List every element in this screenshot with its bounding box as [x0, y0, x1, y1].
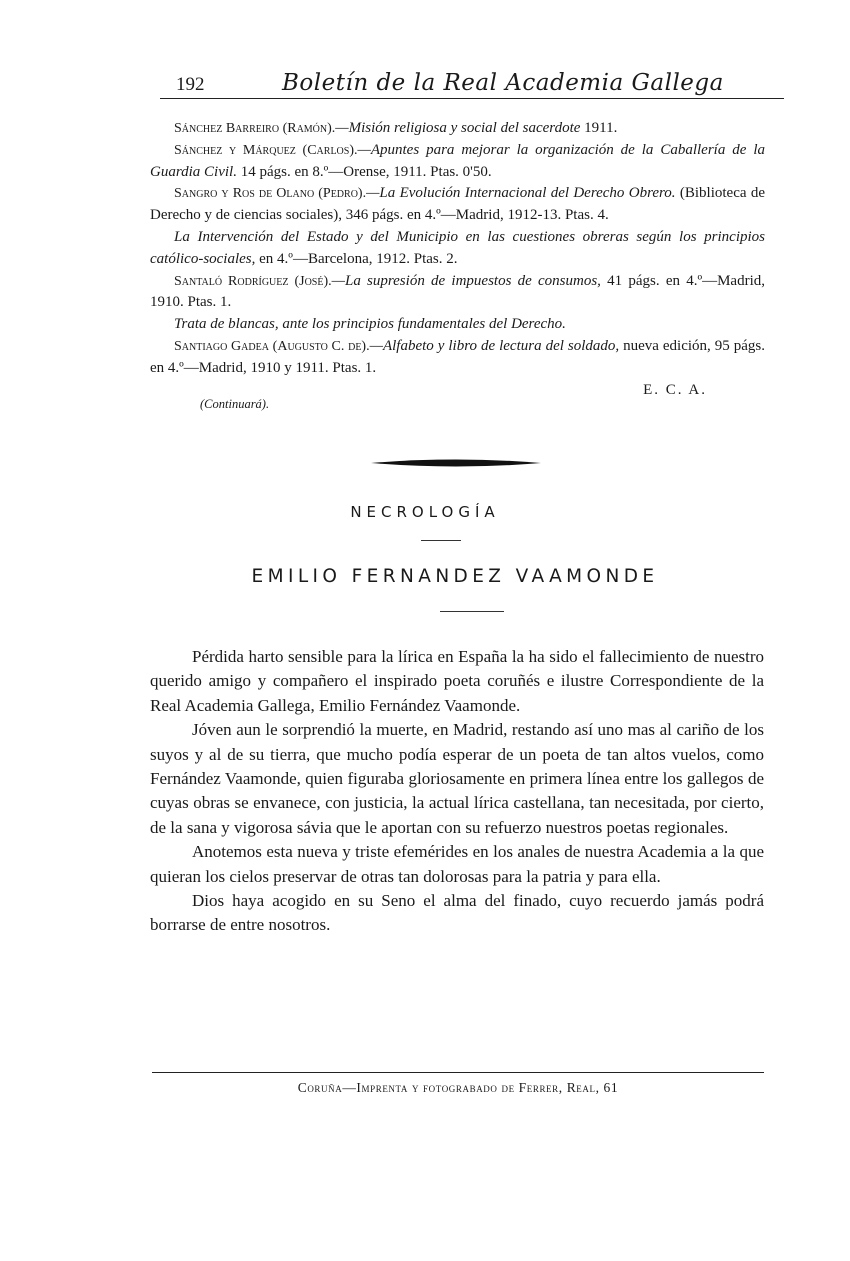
entry-title: —Alfabeto y libro de lectura del soldado, [369, 337, 620, 354]
name-rule [440, 611, 504, 612]
entry-author: Sánchez Barreiro (Ramón). [174, 121, 336, 136]
footer-rule [152, 1072, 764, 1073]
page-number: 192 [176, 74, 205, 95]
bibliography-entry [150, 271, 765, 315]
entry-title: —Misión religiosa y social del sacerdote [335, 120, 581, 136]
entry-title: —La Evolución Internacional del Derecho Obrero. [366, 185, 676, 202]
entry-details: 14 págs. en 8.º—Orense, 1911. Ptas. 0'50. [236, 163, 492, 180]
obituary-body [150, 645, 764, 938]
entry-author: Santiago Gadea (Augusto C. de). [174, 338, 370, 354]
ornament-rule [370, 455, 542, 471]
running-header [160, 66, 780, 100]
entry-details: 1911. [580, 120, 618, 136]
obituary-paragraph: Anotemos esta nueva y triste efemérides en los anales de nuestra Academia a la que quieran los cielos preservar de otras tan dolorosas para la patria y para ella. [150, 842, 764, 886]
entry-details: (Biblioteca de Derecho y de ciencias sociales), 346 págs. en 4.º—Madrid, 1912-13. Ptas. 4. [150, 185, 766, 224]
bibliography-list [150, 118, 765, 401]
section-title: NECROLOGÍA [350, 503, 500, 521]
bibliography-entry [150, 118, 765, 140]
header-rule [160, 98, 784, 99]
bibliography-entry [150, 314, 765, 336]
continued-note: (Continuará). [200, 397, 270, 411]
printer-imprint: Coruña—Imprenta y fotograbado de Ferrer, Real, 61 [297, 1080, 619, 1095]
entry-author: Sánchez y Márquez (Carlos). [174, 142, 358, 158]
obituary-name: EMILIO FERNANDEZ VAAMONDE [251, 566, 659, 587]
bibliography-entry [150, 227, 765, 271]
section-rule [421, 540, 461, 541]
author-signature: E. C. A. [643, 381, 707, 398]
obituary-paragraph: Jóven aun le sorprendió la muerte, en Madrid, restando así uno mas al cariño de los suyos y al de su tierra, que mucho podía esperar de un poeta de tan altos vuelos, como Fernández Vaamonde, quien figuraba gloriosamente en primera línea entre los gallegos de cuyas obras se envanece, con justicia, la actual lírica castellana, tan necesitada, por cierto, de la sana y vigorosa sávia que le aportan con su refuerzo nuestros poetas regionales. [150, 720, 764, 837]
bibliography-entry [150, 140, 765, 184]
bibliography-entry [150, 336, 765, 380]
journal-title: Boletín de la Real Academia Gallega [282, 70, 724, 96]
entry-title: Trata de blancas, ante los principios fundamentales del Derecho. [174, 316, 566, 333]
entry-author: Santaló Rodríguez (José). [174, 273, 332, 289]
entry-title: —Apuntes para mejorar la organización de la Caballería de la Guardia Civil. [150, 141, 765, 180]
bibliography-entry [150, 183, 765, 227]
entry-details: 41 págs. en 4.º—Madrid, 1910. Ptas. 1. [150, 272, 765, 311]
obituary-paragraph: Dios haya acogido en su Seno el alma del finado, cuyo recuerdo jamás podrá borrarse de entre nosotros. [150, 891, 764, 935]
entry-details: nueva edición, 95 págs. en 4.º—Madrid, 1910 y 1911. Ptas. 1. [150, 337, 765, 376]
entry-author: Sangro y Ros de Olano (Pedro). [174, 186, 367, 202]
entry-title: La Intervención del Estado y del Municipio en las cuestiones obreras según los principios católico-sociales, [150, 228, 765, 267]
obituary-paragraph: Pérdida harto sensible para la lírica en España la ha sido el fallecimiento de nuestro querido amigo y compañero el inspirado poeta coruñés e ilustre Correspondiente de la Real Academia Gallega, Emilio Fernández Vaamonde. [150, 647, 764, 715]
entry-details: en 4.º—Barcelona, 1912. Ptas. 2. [255, 250, 458, 267]
entry-title: —La supresión de impuestos de consumos, [331, 272, 601, 289]
